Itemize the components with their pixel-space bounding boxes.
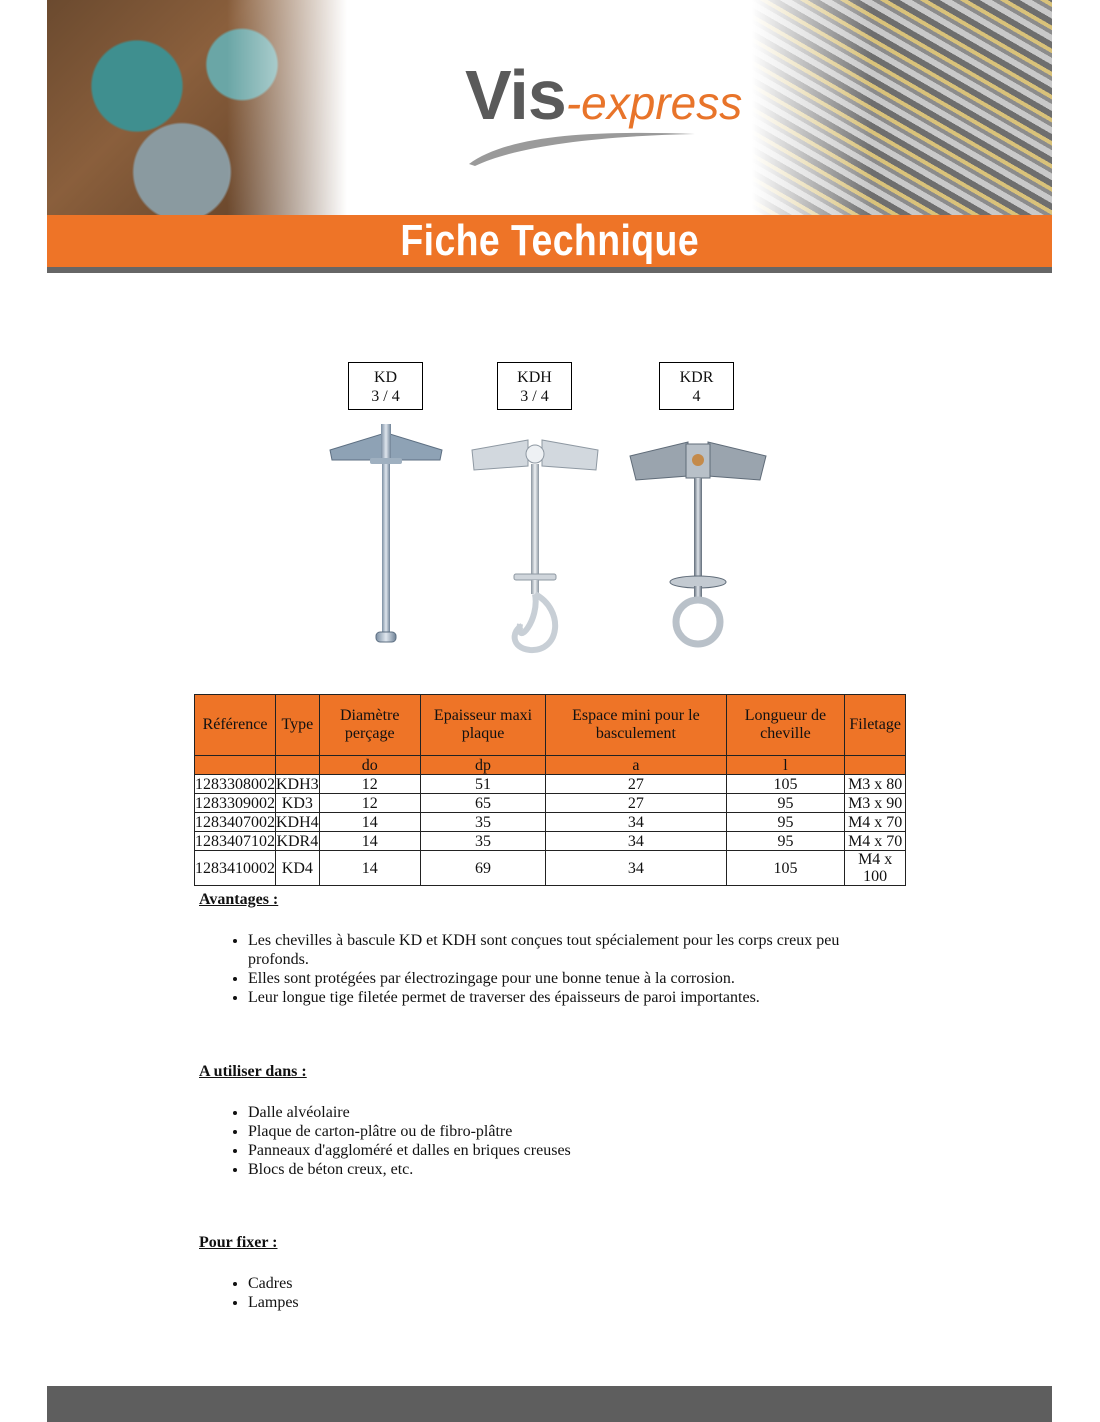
table-cell: 1283407102: [195, 832, 275, 850]
th-epaisseur: Epaisseur maxi plaque: [420, 695, 546, 756]
table-row: [195, 813, 906, 832]
fixer-list: [199, 1274, 888, 1312]
table-cell: 27: [546, 775, 726, 794]
footer-bar: [47, 1386, 1052, 1422]
table-cell: 12: [319, 775, 420, 794]
section-fixer: [199, 1234, 888, 1312]
label-kdh-sizes: 3 / 4: [520, 388, 549, 405]
list-item: • Dalle alvéolaire: [248, 1103, 888, 1122]
table-row: [195, 832, 906, 851]
list-item: • Lampes: [248, 1293, 888, 1312]
table-row: [195, 794, 906, 813]
avantages-list: [199, 931, 888, 1007]
section-title-avantages: Avantages :: [199, 891, 279, 908]
table-row: [195, 851, 906, 886]
label-kdh: [497, 362, 572, 410]
kdh-hook-toggle-image: [470, 420, 600, 660]
label-kd-name: KD: [373, 369, 398, 386]
table-cell: 1283309002: [195, 794, 275, 812]
label-kdr-name: KDR: [679, 369, 714, 386]
spec-table: [194, 694, 906, 886]
table-cell: M3 x 80: [845, 775, 906, 794]
table-symbol-row: [195, 756, 906, 775]
section-title-utiliser: A utiliser dans :: [199, 1063, 307, 1080]
sym-cell: [195, 756, 276, 775]
sym-cell: a: [546, 756, 726, 775]
table-cell: M4 x 70: [845, 832, 906, 851]
table-cell: KDH4: [276, 813, 319, 831]
table-cell: 35: [420, 832, 546, 851]
table-cell: 105: [726, 775, 845, 794]
list-item: • Panneaux d'aggloméré et dalles en briques creuses: [248, 1141, 888, 1160]
logo-express: -express: [565, 77, 743, 129]
table-cell: M4 x 100: [845, 851, 906, 886]
logo-vis: Vis: [465, 56, 566, 134]
header-photo-screws: [752, 0, 1052, 215]
label-kd: [348, 362, 423, 410]
table-cell: 95: [726, 813, 845, 832]
th-filetage: Filetage: [845, 695, 906, 756]
kd-toggle-bolt-image: [326, 420, 446, 660]
th-diametre: Diamètre perçage: [319, 695, 420, 756]
table-cell: KD3: [276, 794, 320, 813]
table-cell: 1283407002: [195, 813, 275, 831]
kdr-eye-toggle-image: [628, 420, 768, 660]
table-cell: KD4: [276, 851, 320, 886]
section-title-fixer: Pour fixer :: [199, 1234, 278, 1251]
table-cell: M3 x 90: [845, 794, 906, 813]
label-kdr: [659, 362, 734, 410]
table-cell: 34: [546, 832, 726, 851]
table-cell: 27: [546, 794, 726, 813]
label-kdr-sizes: 4: [692, 388, 701, 405]
table-cell: 1283410002: [195, 851, 276, 886]
table-cell: 34: [546, 813, 726, 832]
table-header-row: [195, 695, 906, 756]
table-cell: 12: [319, 794, 420, 813]
header: [47, 0, 1052, 215]
table-cell: 69: [420, 851, 546, 886]
utiliser-list: [199, 1103, 888, 1179]
list-item: • Elles sont protégées par électrozingage pour une bonne tenue à la corrosion.: [248, 969, 888, 988]
th-espace: Espace mini pour le basculement: [546, 695, 726, 756]
list-item: • Plaque de carton-plâtre ou de fibro-plâtre: [248, 1122, 888, 1141]
sym-cell: [276, 756, 320, 775]
table-cell: M4 x 70: [845, 813, 906, 832]
table-cell: 14: [319, 851, 420, 886]
table-cell: 105: [726, 851, 845, 886]
table-cell: 1283308002: [195, 775, 275, 793]
banner-divider: [47, 267, 1052, 273]
table-cell: 35: [420, 813, 546, 832]
table-cell: 14: [319, 832, 420, 851]
header-photo-tools: [47, 0, 347, 215]
list-item: • Blocs de béton creux, etc.: [248, 1160, 888, 1179]
sym-cell: l: [726, 756, 845, 775]
th-longueur: Longueur de cheville: [726, 695, 845, 756]
table-cell: 95: [726, 794, 845, 813]
page-title: Fiche Technique: [400, 216, 699, 265]
list-item: • Les chevilles à bascule KD et KDH sont conçues tout spécialement pour les corps creux peu profonds.: [248, 931, 888, 969]
logo-swoosh-icon: [467, 128, 697, 168]
logo: [465, 55, 742, 135]
section-avantages: [199, 891, 888, 1007]
title-banner: [47, 215, 1052, 267]
table-cell: 34: [546, 851, 726, 886]
th-type: Type: [276, 695, 320, 756]
section-utiliser: [199, 1063, 888, 1179]
th-reference: Référence: [195, 695, 276, 756]
table-row: [195, 775, 906, 794]
sym-cell: [845, 756, 906, 775]
table-cell: 51: [420, 775, 546, 794]
table-cell: 95: [726, 832, 845, 851]
label-kd-sizes: 3 / 4: [371, 388, 400, 405]
sym-cell: do: [319, 756, 420, 775]
table-cell: KDR4: [276, 832, 319, 850]
list-item: • Leur longue tige filetée permet de traverser des épaisseurs de paroi importantes.: [248, 988, 888, 1007]
table-cell: KDH3: [276, 775, 319, 793]
table-cell: 14: [319, 813, 420, 832]
table-cell: 65: [420, 794, 546, 813]
sym-cell: dp: [420, 756, 546, 775]
list-item: • Cadres: [248, 1274, 888, 1293]
label-kdh-name: KDH: [517, 369, 552, 386]
